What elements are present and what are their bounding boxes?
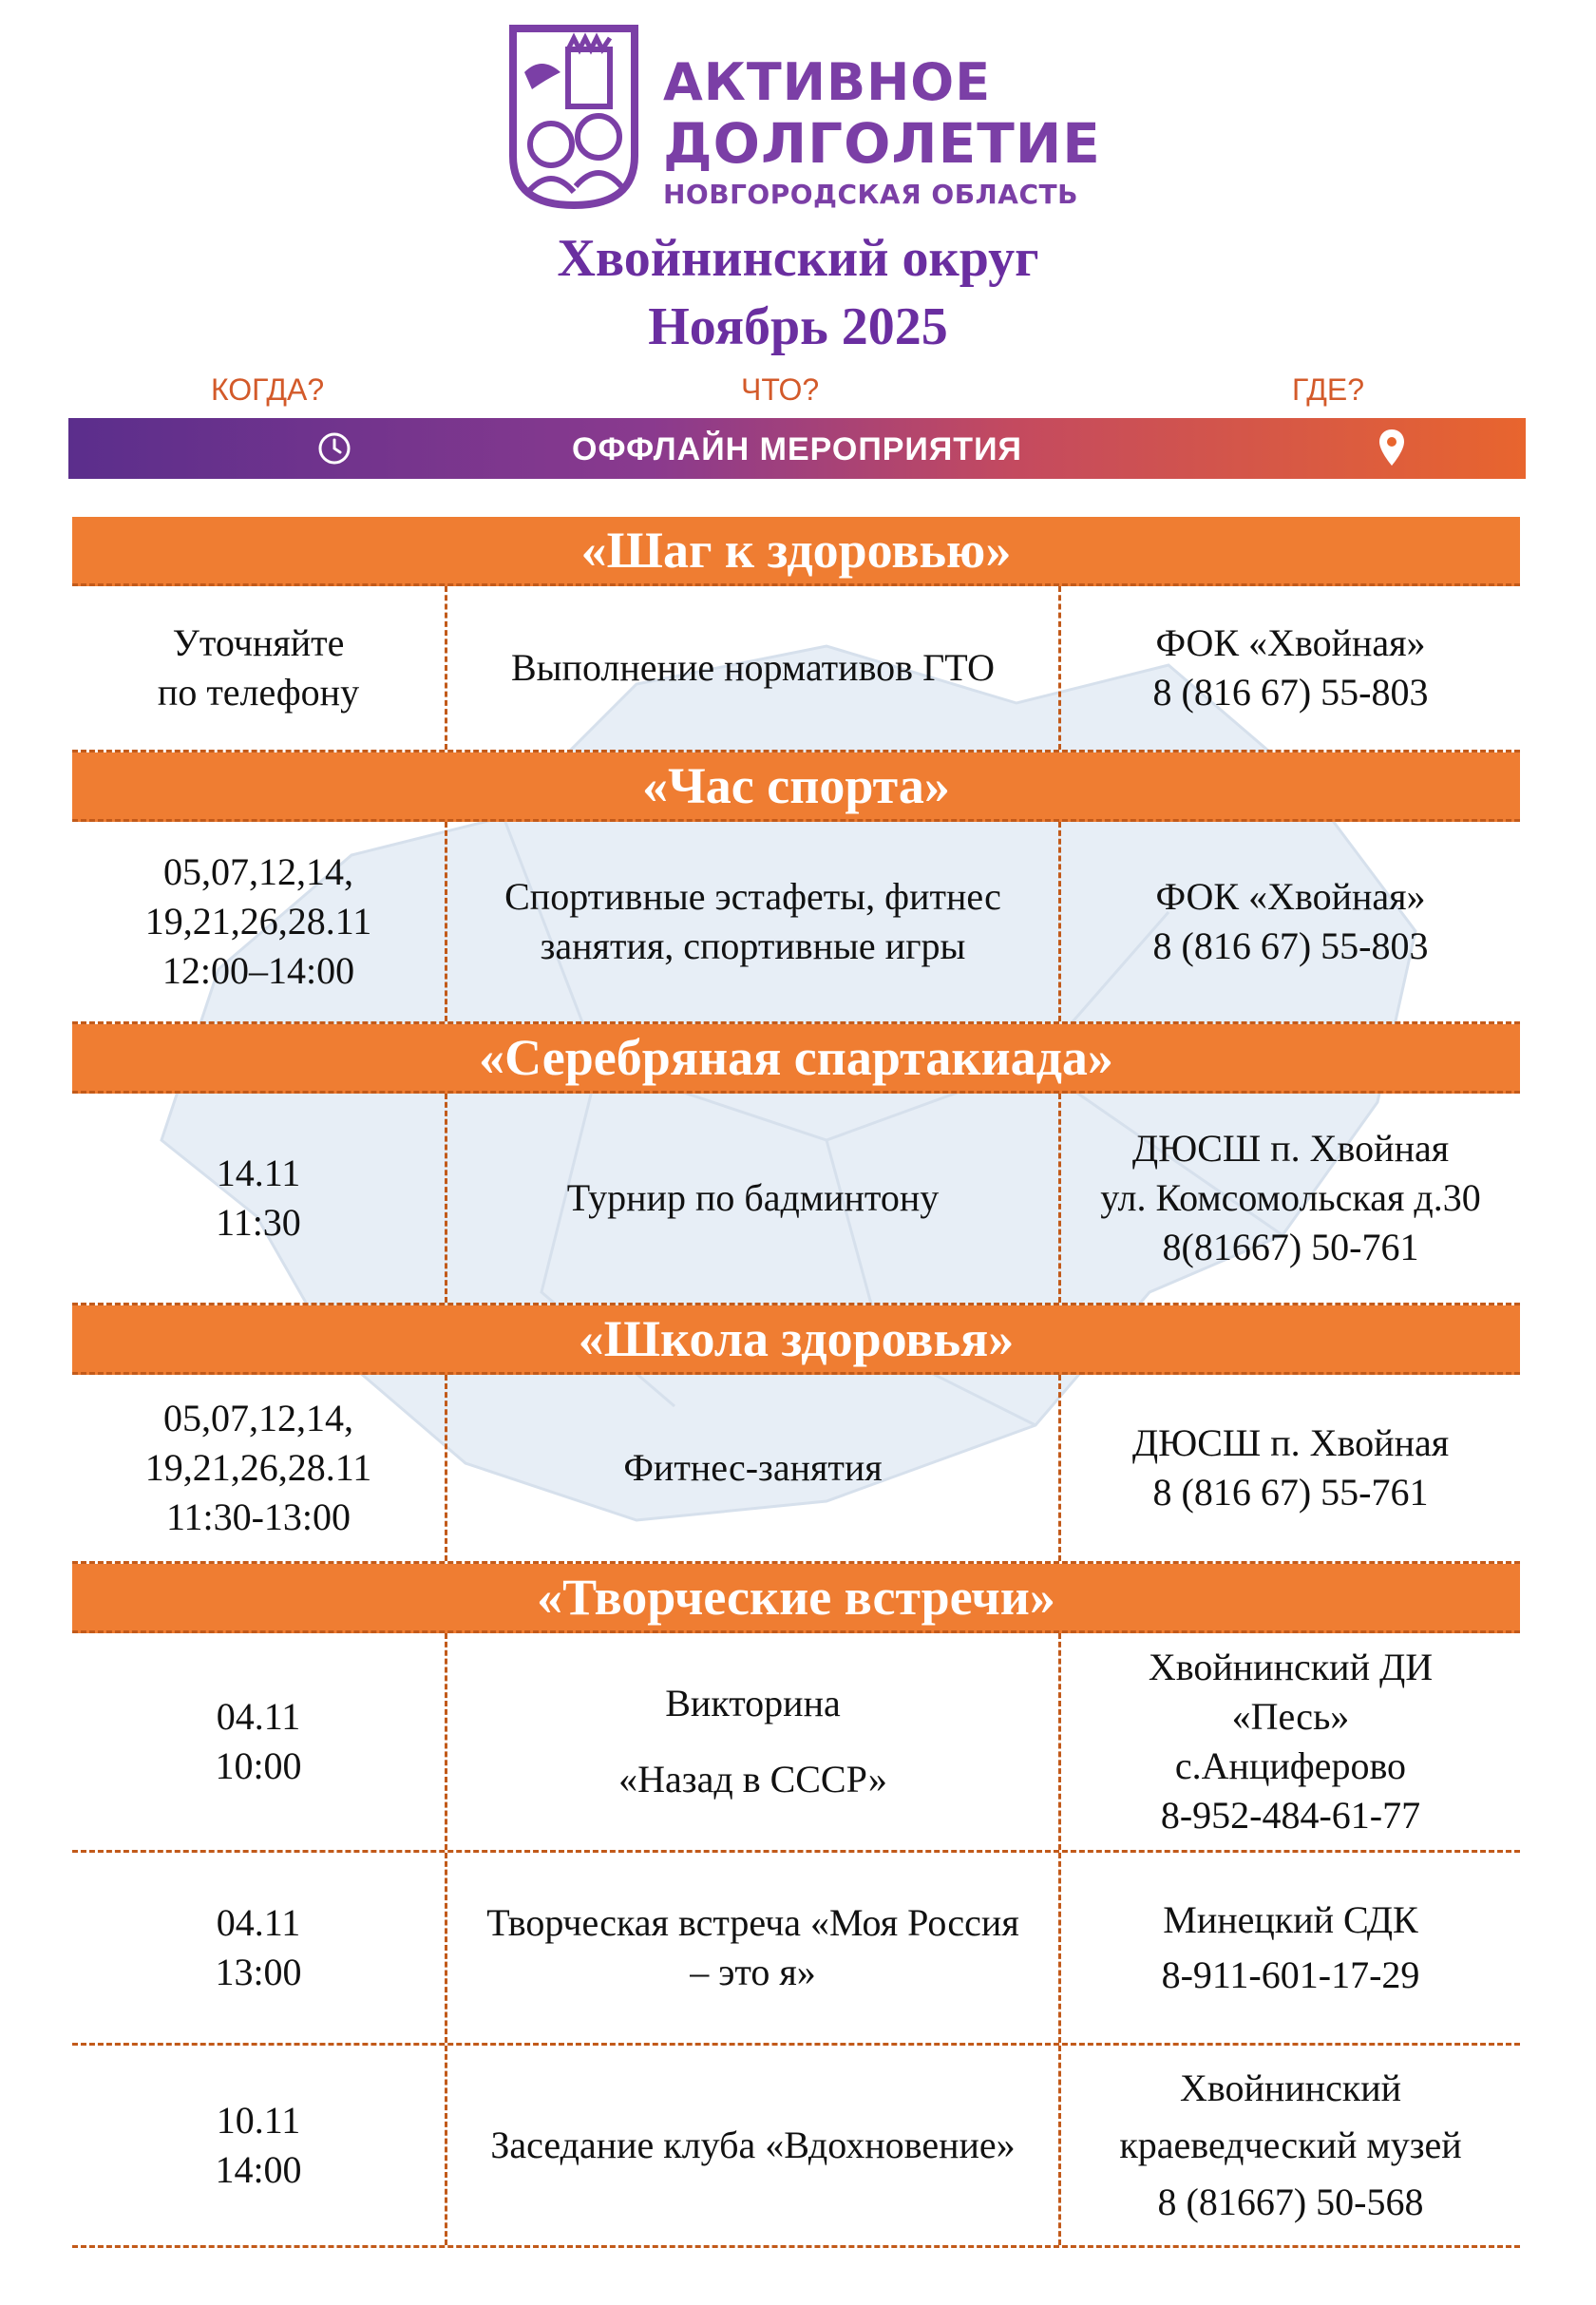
what-cell — [445, 1633, 1058, 1850]
when-text: 05,07,12,14, 19,21,26,28.11 12:00–14:00 — [144, 850, 372, 992]
when-text: Уточняйте по телефону — [157, 621, 360, 714]
when-text: 04.11 13:00 — [215, 1901, 302, 1993]
when-cell — [72, 2046, 445, 2245]
banner-title: ОФФЛАЙН МЕРОПРИЯТИЯ — [572, 431, 1022, 467]
when-text: 14.11 11:30 — [216, 1152, 301, 1244]
where-text: Хвойнинский краеведческий музей 8 (81667) 50-568 — [1119, 2067, 1462, 2223]
table-row — [72, 1853, 1520, 2046]
where-cell — [1058, 1633, 1520, 1850]
what-cell — [445, 1375, 1058, 1561]
where-cell — [1058, 1375, 1520, 1561]
what-text: Заседание клуба «Вдохновение» — [490, 2124, 1016, 2166]
section-header: «Школа здоровья» — [72, 1305, 1520, 1375]
where-cell — [1058, 1853, 1520, 2043]
where-text: Минецкий СДК 8-911-601-17-29 — [1161, 1898, 1420, 1996]
where-cell — [1058, 2046, 1520, 2245]
when-text: 10.11 14:00 — [215, 2099, 302, 2191]
section-header: «Шаг к здоровью» — [72, 517, 1520, 586]
what-text: Викторина «Назад в СССР» — [618, 1682, 887, 1800]
table-row — [72, 2046, 1520, 2248]
when-label: КОГДА? — [211, 372, 325, 407]
where-text: ФОК «Хвойная» 8 (816 67) 55-803 — [1152, 621, 1429, 714]
where-text: ДЮСШ п. Хвойная 8 (816 67) 55-761 — [1131, 1421, 1450, 1514]
location-pin-icon — [1378, 428, 1406, 467]
where-cell — [1058, 586, 1520, 750]
where-cell — [1058, 822, 1520, 1021]
what-text: Фитнес-занятия — [623, 1446, 883, 1489]
logo — [504, 23, 1112, 213]
what-cell — [445, 2046, 1058, 2245]
section-header: «Серебряная спартакиада» — [72, 1024, 1520, 1094]
table-row — [72, 586, 1520, 752]
what-text: Спортивные эстафеты, фитнес занятия, спортивные игры — [504, 875, 1001, 967]
where-text: ФОК «Хвойная» 8 (816 67) 55-803 — [1152, 875, 1429, 967]
where-label: ГДЕ? — [1292, 372, 1364, 407]
where-text: ДЮСШ п. Хвойная ул. Комсомольская д.30 8(81667) 50-761 — [1100, 1127, 1481, 1268]
table-row — [72, 822, 1520, 1024]
what-cell — [445, 586, 1058, 750]
when-cell — [72, 1094, 445, 1303]
table-row — [72, 1094, 1520, 1305]
schedule-table — [72, 517, 1520, 2248]
month-title: Ноябрь 2025 — [648, 297, 948, 356]
when-cell — [72, 822, 445, 1021]
when-cell — [72, 586, 445, 750]
what-cell — [445, 1094, 1058, 1303]
what-cell — [445, 822, 1058, 1021]
offline-events-banner — [68, 418, 1526, 479]
table-row — [72, 1375, 1520, 1564]
when-cell — [72, 1375, 445, 1561]
region-title: Хвойнинский округ — [557, 229, 1039, 288]
active-longevity-emblem-icon — [504, 23, 644, 213]
section-header: «Час спорта» — [72, 752, 1520, 822]
when-text: 05,07,12,14, 19,21,26,28.11 11:30-13:00 — [144, 1397, 372, 1538]
logo-title-line2: ДОЛГОЛЕТИЕ — [663, 111, 1101, 176]
when-cell — [72, 1853, 445, 2043]
when-cell — [72, 1633, 445, 1850]
what-cell — [445, 1853, 1058, 2043]
table-row — [72, 1633, 1520, 1853]
section-header: «Творческие встречи» — [72, 1564, 1520, 1633]
when-text: 04.11 10:00 — [215, 1695, 302, 1787]
what-text: Творческая встреча «Моя Россия – это я» — [486, 1901, 1019, 1993]
what-text: Турнир по бадминтону — [566, 1176, 940, 1219]
logo-title-line1: АКТИВНОЕ — [663, 52, 992, 112]
what-text: Выполнение нормативов ГТО — [511, 646, 995, 689]
logo-subtitle: НОВГОРОДСКАЯ ОБЛАСТЬ — [663, 179, 1078, 210]
where-cell — [1058, 1094, 1520, 1303]
what-label: ЧТО? — [741, 372, 820, 407]
where-text: Хвойнинский ДИ «Песь» с.Анциферово 8-952-484-61-77 — [1148, 1646, 1434, 1837]
